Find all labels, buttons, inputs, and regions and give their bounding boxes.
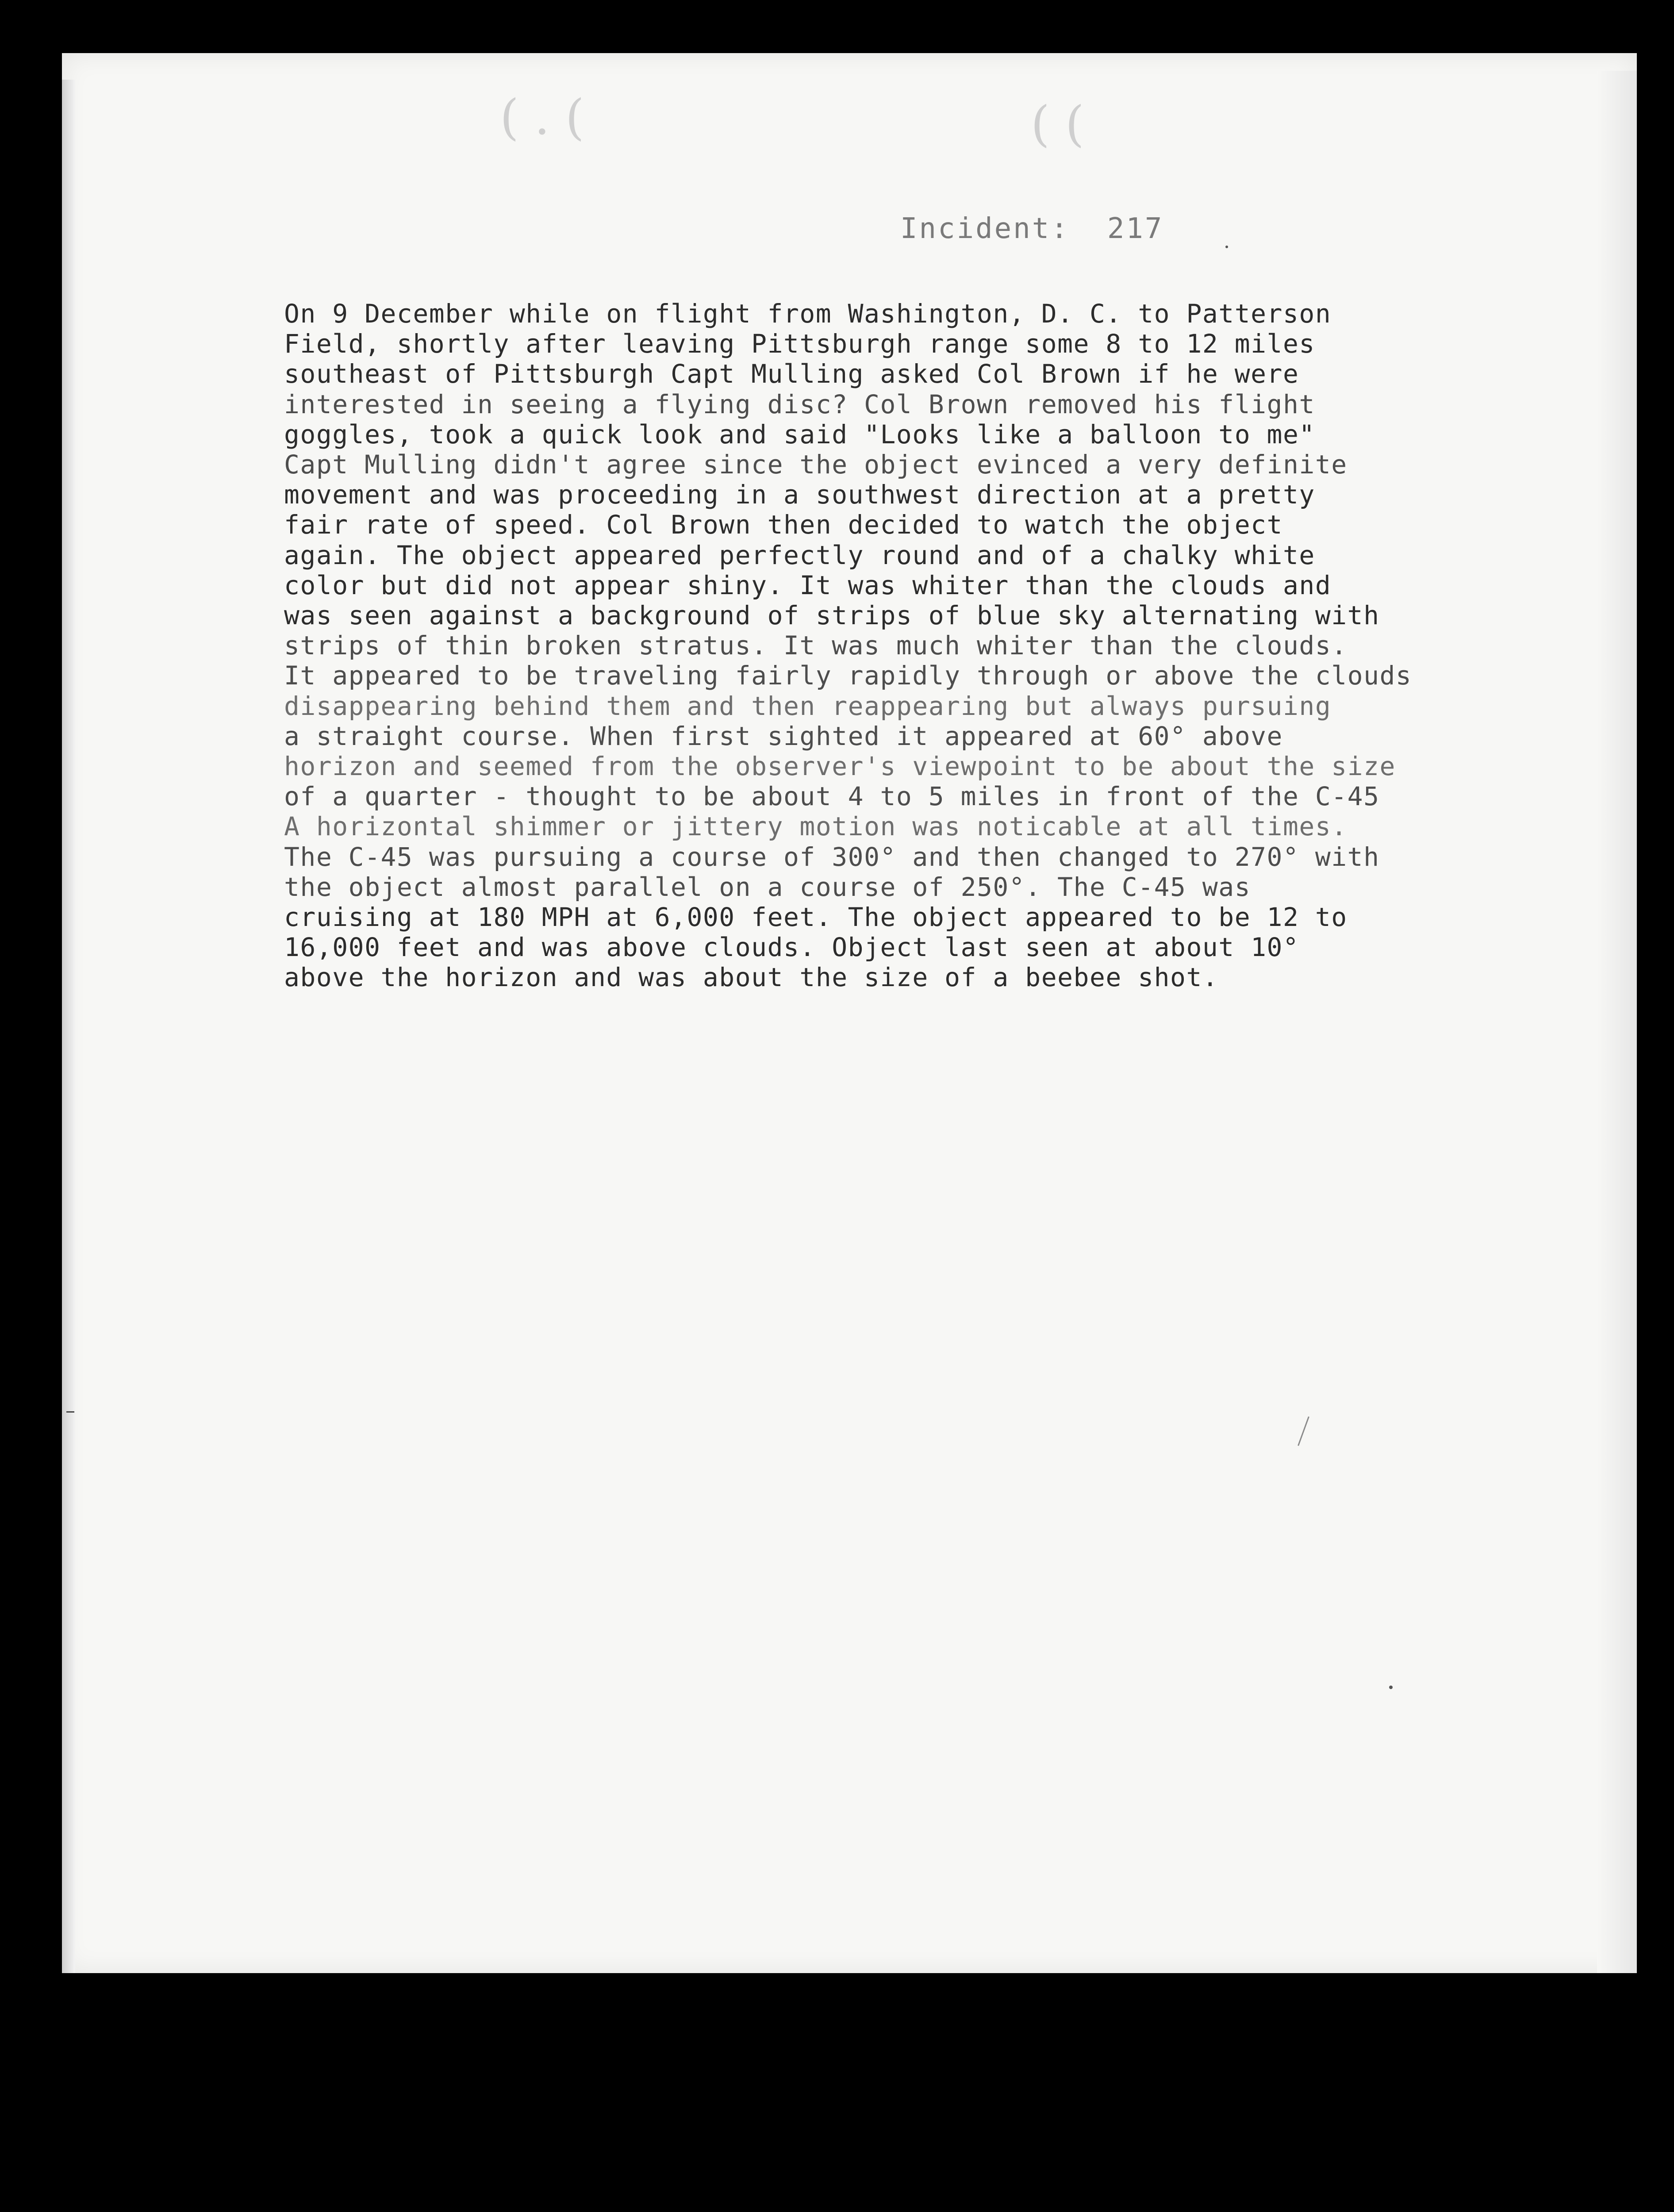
body-line: of a quarter - thought to be about 4 to 5 miles in front of the C-45 xyxy=(284,781,1380,812)
body-line: horizon and seemed from the observer's viewpoint to be about the size xyxy=(284,751,1396,782)
body-line: movement and was proceeding in a southwest direction at a pretty xyxy=(284,480,1315,510)
body-line: A horizontal shimmer or jittery motion was noticable at all times. xyxy=(284,811,1348,842)
report-body xyxy=(284,299,1545,993)
body-line: Capt Mulling didn't agree since the object evinced a very definite xyxy=(284,449,1348,480)
body-line: It appeared to be traveling fairly rapidly through or above the clouds xyxy=(284,661,1412,691)
body-line: interested in seeing a flying disc? Col Brown removed his flight xyxy=(284,389,1315,419)
body-line: strips of thin broken stratus. It was much whiter than the clouds. xyxy=(284,630,1348,661)
header-dot-mark xyxy=(1225,246,1228,248)
body-line: fair rate of speed. Col Brown then decided to watch the object xyxy=(284,510,1283,540)
body-line: southeast of Pittsburgh Capt Mulling asked Col Brown if he were xyxy=(284,359,1299,389)
body-line: was seen against a background of strips of blue sky alternating with xyxy=(284,600,1380,631)
incident-number: 217 xyxy=(1107,212,1164,245)
body-line: above the horizon and was about the size of a beebee shot. xyxy=(284,962,1219,993)
header-scuff-mark: ( . ( xyxy=(500,89,584,146)
margin-dash-mark xyxy=(66,1411,74,1413)
page-edge-shadow xyxy=(62,80,75,2026)
body-line: The C-45 was pursuing a course of 300° and then changed to 270° with xyxy=(284,841,1380,872)
body-line: disappearing behind them and then reappearing but always pursuing xyxy=(284,691,1332,721)
body-line: a straight course. When first sighted it appeared at 60° above xyxy=(284,721,1283,751)
margin-dot-mark xyxy=(1389,1686,1393,1689)
header-scuff-mark-right: ( ( xyxy=(1031,96,1084,152)
body-line: the object almost parallel on a course of 250°. The C-45 was xyxy=(284,872,1251,902)
body-line: 16,000 feet and was above clouds. Object last seen at about 10° xyxy=(284,932,1299,963)
body-line: Field, shortly after leaving Pittsburgh range some 8 to 12 miles xyxy=(284,329,1315,359)
body-line: goggles, took a quick look and said "Looks like a balloon to me" xyxy=(284,419,1315,449)
incident-header xyxy=(900,212,1163,245)
page-right-edge xyxy=(1597,71,1637,2026)
incident-label: Incident: xyxy=(900,212,1070,245)
film-bottom-border xyxy=(62,1973,1637,2212)
body-line: cruising at 180 MPH at 6,000 feet. The object appeared to be 12 to xyxy=(284,902,1348,933)
body-line: color but did not appear shiny. It was whiter than the clouds and xyxy=(284,570,1332,600)
body-line: On 9 December while on flight from Washington, D. C. to Patterson xyxy=(284,299,1332,329)
body-line: again. The object appeared perfectly round and of a chalky white xyxy=(284,540,1315,570)
